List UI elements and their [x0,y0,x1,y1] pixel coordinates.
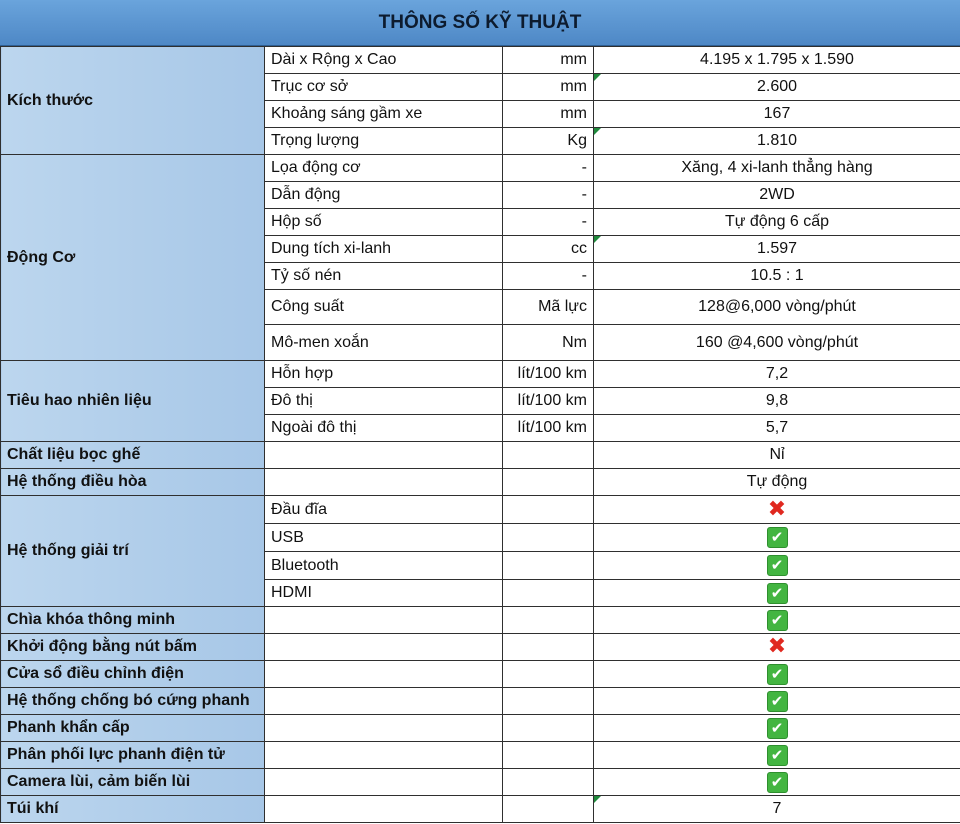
table-row [1,469,960,496]
spec-item: Tỷ số nén [265,263,503,290]
spec-item: HDMI [265,580,503,607]
spec-value [594,552,960,580]
category-label: Chìa khóa thông minh [1,607,265,634]
table-row [1,361,960,388]
spec-value [594,607,960,634]
spec-item: Dài x Rộng x Cao [265,47,503,74]
category-label: Tiêu hao nhiên liệu [1,361,265,442]
spec-unit [503,496,594,524]
spec-unit: lít/100 km [503,415,594,442]
spec-item: Mô-men xoắn [265,325,503,361]
spec-item: Hỗn hợp [265,361,503,388]
table-row [1,769,960,796]
table-row [1,442,960,469]
spec-unit [503,552,594,580]
category-label: Phân phối lực phanh điện tử [1,742,265,769]
spec-item [265,742,503,769]
table-row [1,796,960,823]
spec-item [265,469,503,496]
spec-value: 5,7 [594,415,960,442]
spec-unit [503,580,594,607]
spec-value [594,661,960,688]
table-row [1,715,960,742]
cross-mark-icon: ✖ [767,633,787,658]
category-label: Camera lùi, cảm biến lùi [1,769,265,796]
spec-value: Tự động 6 cấp [594,209,960,236]
spec-unit [503,524,594,552]
spec-value [594,634,960,661]
spec-item [265,796,503,823]
spec-value: 128@6,000 vòng/phút [594,290,960,325]
category-label: Kích thước [1,47,265,155]
spec-unit: cc [503,236,594,263]
spec-item [265,769,503,796]
category-label: Cửa sổ điều chỉnh điện [1,661,265,688]
spec-unit [503,688,594,715]
spec-value: 10.5 : 1 [594,263,960,290]
spec-value: 4.195 x 1.795 x 1.590 [594,47,960,74]
spec-value: 1.810 [594,128,960,155]
spec-unit: - [503,182,594,209]
spec-value [594,769,960,796]
table-row [1,688,960,715]
table-row [1,634,960,661]
category-label: Động Cơ [1,155,265,361]
spec-item: Hộp số [265,209,503,236]
spec-unit [503,715,594,742]
spec-value [594,742,960,769]
spec-value [594,524,960,552]
spec-value: 7 [594,796,960,823]
category-label: Hệ thống điều hòa [1,469,265,496]
spec-unit: Nm [503,325,594,361]
spec-unit: - [503,209,594,236]
spec-value: 9,8 [594,388,960,415]
spec-unit: mm [503,101,594,128]
spec-unit: mm [503,74,594,101]
spec-value [594,715,960,742]
cross-mark-icon: ✖ [767,495,787,521]
category-label: Chất liệu bọc ghế [1,442,265,469]
spec-item: Dung tích xi-lanh [265,236,503,263]
spec-unit [503,634,594,661]
spec-unit: Kg [503,128,594,155]
spec-unit [503,661,594,688]
spec-item: Khoảng sáng gầm xe [265,101,503,128]
check-mark-icon: ✔ [767,610,788,631]
table-row [1,496,960,524]
check-mark-icon: ✔ [767,527,788,548]
table-row [1,661,960,688]
check-mark-icon: ✔ [767,555,788,576]
spec-item: Đầu đĩa [265,496,503,524]
category-label: Túi khí [1,796,265,823]
spec-item: Lọa động cơ [265,155,503,182]
spec-value: 2.600 [594,74,960,101]
spec-item [265,442,503,469]
table-row [1,47,960,74]
spec-table [0,46,960,823]
category-label: Khởi động bằng nút bấm [1,634,265,661]
check-mark-icon: ✔ [767,583,788,604]
spec-item: Công suất [265,290,503,325]
check-mark-icon: ✔ [767,718,788,739]
spec-value [594,496,960,524]
spec-item: Dẫn động [265,182,503,209]
spec-value: 2WD [594,182,960,209]
spec-value: 160 @4,600 vòng/phút [594,325,960,361]
table-row [1,742,960,769]
table-row [1,155,960,182]
spec-value: 1.597 [594,236,960,263]
spec-value: 167 [594,101,960,128]
spec-unit [503,769,594,796]
check-mark-icon: ✔ [767,664,788,685]
spec-value: Nỉ [594,442,960,469]
check-mark-icon: ✔ [767,772,788,793]
check-mark-icon: ✔ [767,745,788,766]
table-row [1,607,960,634]
spec-unit: Mã lực [503,290,594,325]
spec-unit [503,796,594,823]
spec-item [265,715,503,742]
category-label: Hệ thống chống bó cứng phanh [1,688,265,715]
category-label: Hệ thống giải trí [1,496,265,607]
spec-item: Trọng lượng [265,128,503,155]
page-title: THÔNG SỐ KỸ THUẬT [0,0,960,46]
spec-item: Ngoài đô thị [265,415,503,442]
spec-item: Trục cơ sở [265,74,503,101]
spec-unit [503,442,594,469]
spec-item: Đô thị [265,388,503,415]
spec-value [594,688,960,715]
spec-unit [503,742,594,769]
spec-item [265,688,503,715]
spec-unit [503,469,594,496]
spec-item: Bluetooth [265,552,503,580]
spec-value: Tự động [594,469,960,496]
spec-item [265,634,503,661]
spec-unit [503,607,594,634]
spec-unit: mm [503,47,594,74]
spec-value [594,580,960,607]
spec-item [265,607,503,634]
spec-value: 7,2 [594,361,960,388]
spec-item [265,661,503,688]
check-mark-icon: ✔ [767,691,788,712]
category-label: Phanh khẩn cấp [1,715,265,742]
spec-unit: lít/100 km [503,388,594,415]
spec-unit: - [503,155,594,182]
spec-item: USB [265,524,503,552]
spec-unit: lít/100 km [503,361,594,388]
spec-unit: - [503,263,594,290]
spec-value: Xăng, 4 xi-lanh thẳng hàng [594,155,960,182]
